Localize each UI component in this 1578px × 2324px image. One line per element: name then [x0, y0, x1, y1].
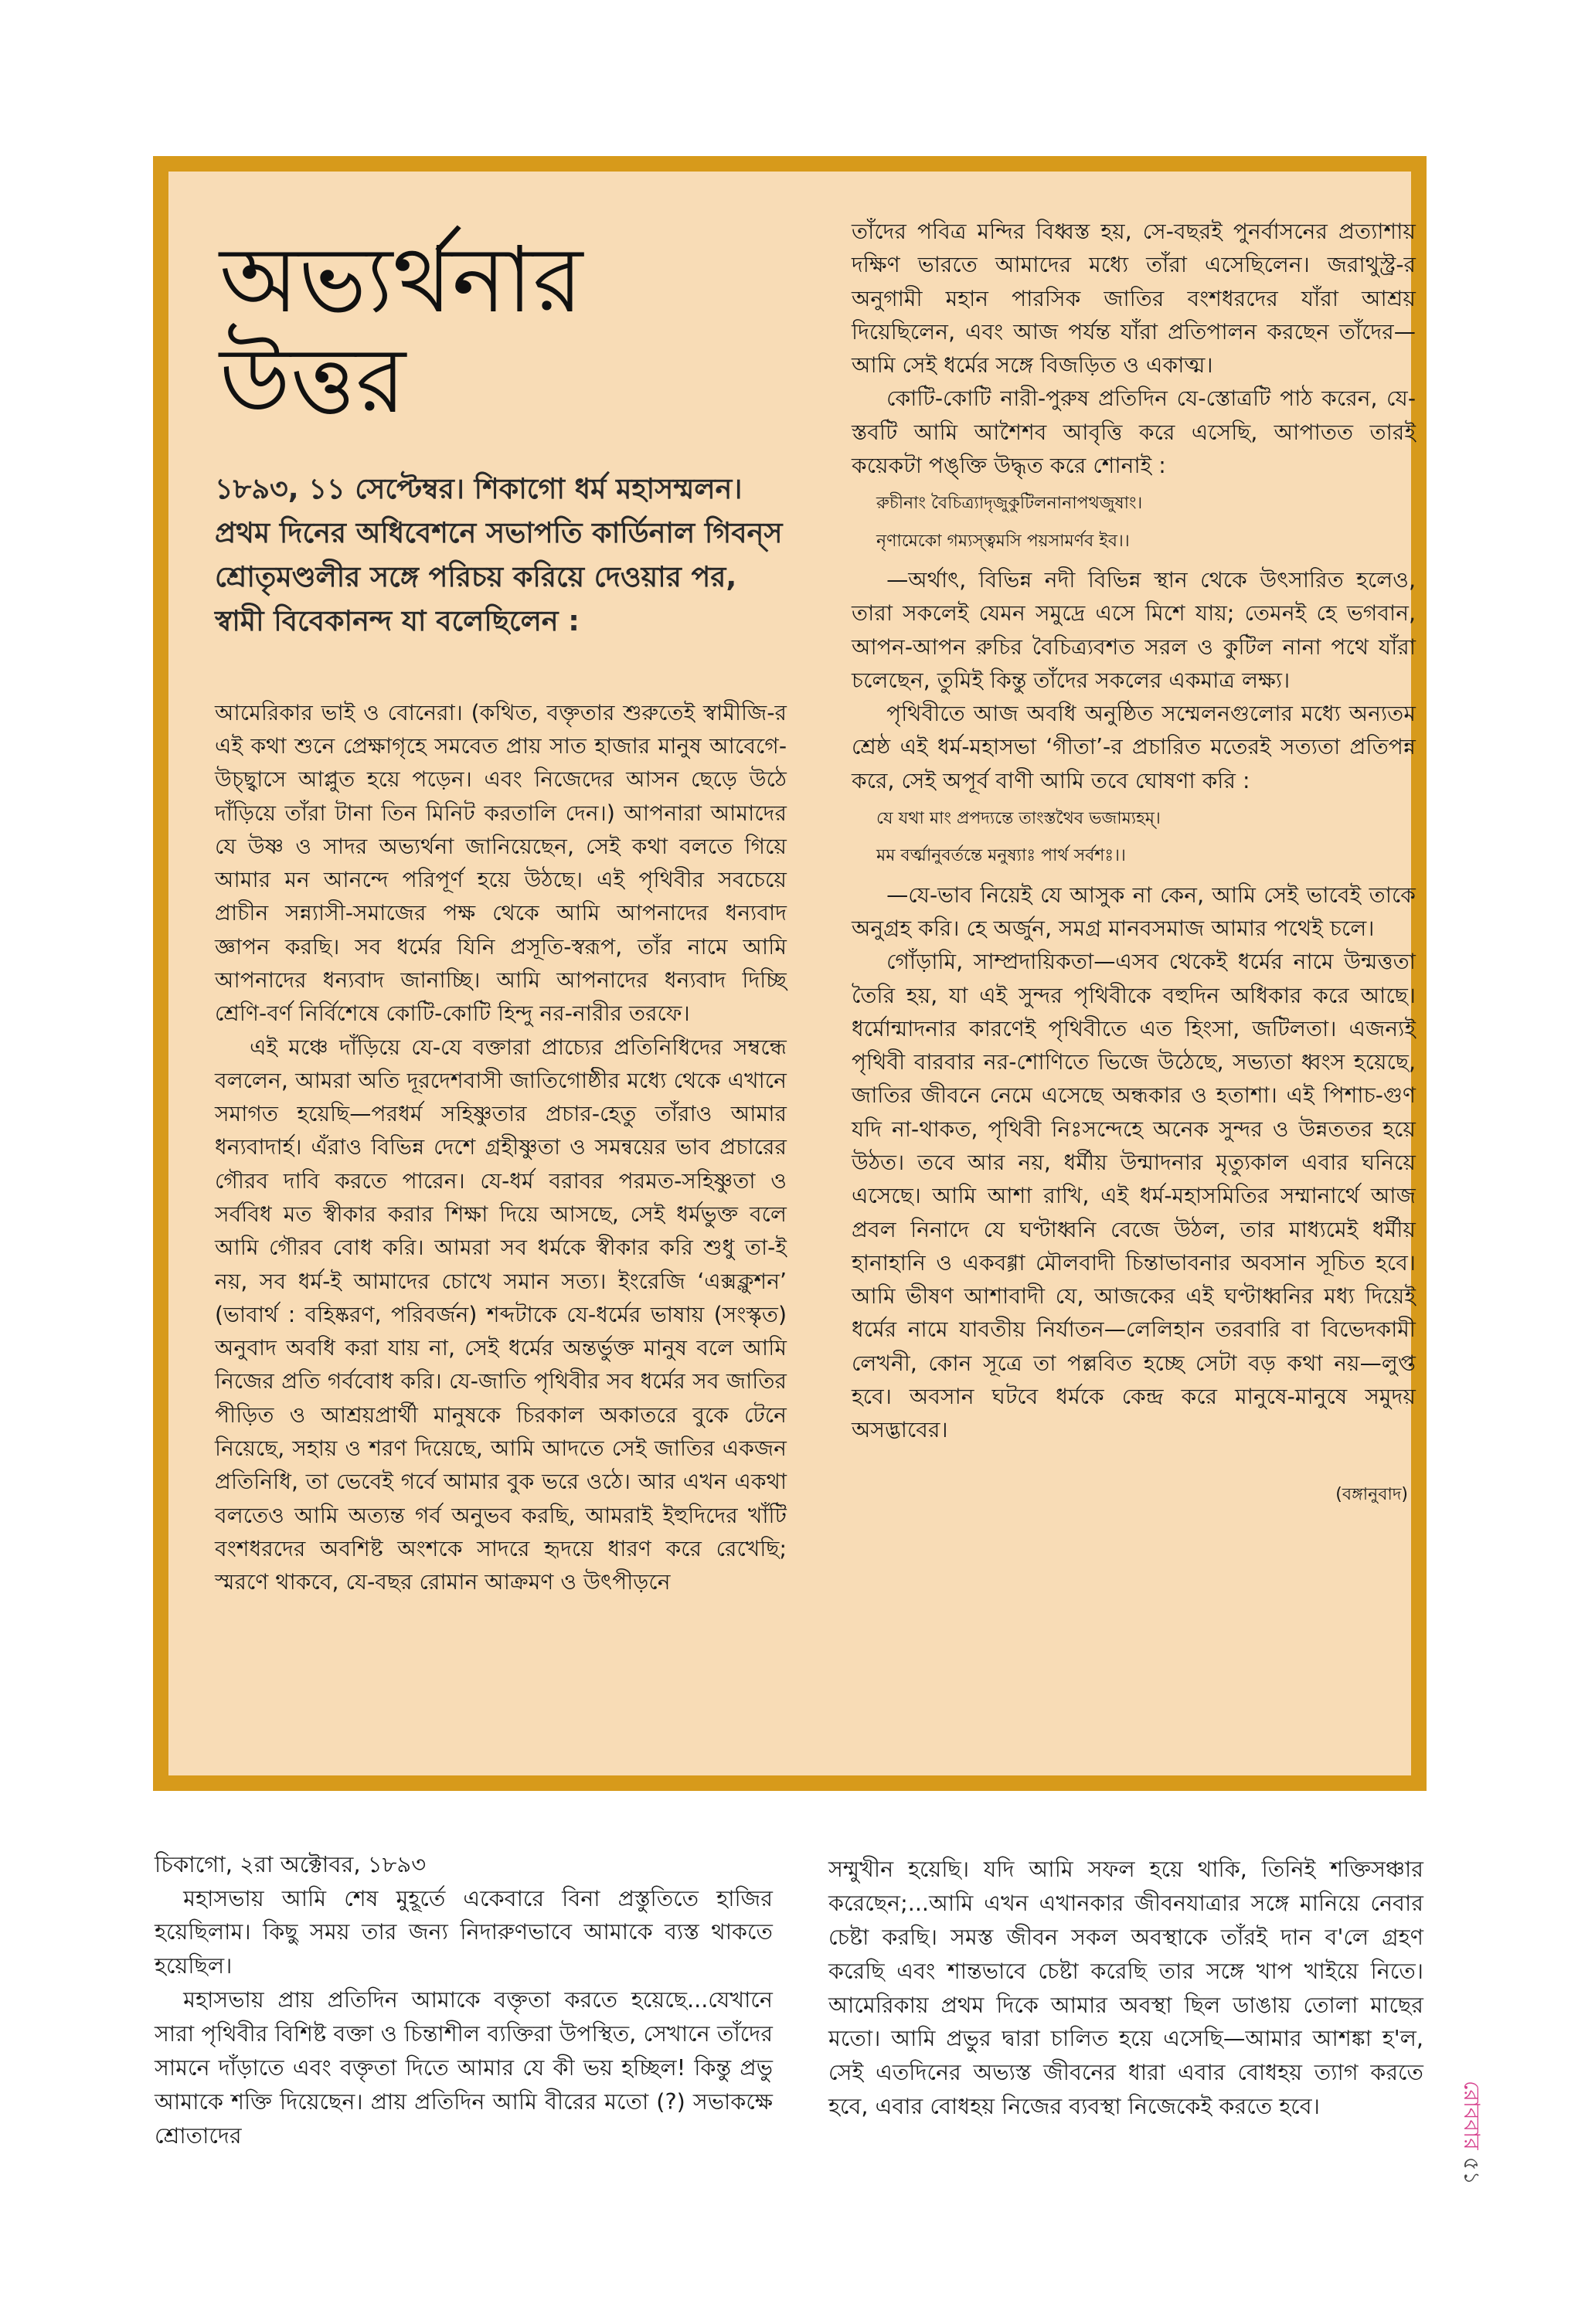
paragraph: গোঁড়ামি, সাম্প্রদায়িকতা—এসব থেকেই ধর্মের নামে উন্মত্ততা তৈরি হয়, যা এই সুন্দর পৃথিবীকে বহুদিন অধিকার করে আছে। ধর্মোন্মাদনার কারণেই পৃথিবীতে এত হিংসা, জটিলতা। এজন্যই পৃথিবী বারবার নর-শোণিতে ভিজে উঠেছে, সভ্যতা ধ্বংস হয়েছে, জাতির জীবনে নেমে এসেছে অন্ধকার ও হতাশা। এই পিশাচ-গুণ যদি না-থাকত, পৃথিবী নিঃসন্দেহে অনেক সুন্দর ও উন্নততর হয়ে উঠত। তবে আর নয়, ধর্মীয় উন্মাদনার মৃত্যুকাল এবার ঘনিয়ে এসেছে। আমি আশা রাখি, এই ধর্ম-মহাসমিতির সম্মানার্থে আজ প্রবল নিনাদে যে ঘণ্টাধ্বনি বেজে উঠল, তার মাধ্যমেই ধর্মীয় হানাহানি ও একবগ্গা মৌলবাদী চিন্তাভাবনার অবসান সূচিত হবে। আমি ভীষণ আশাবাদী যে, আজকের এই ঘণ্টাধ্বনির মধ্য দিয়েই ধর্মের নামে যাবতীয় নির্যাতন—লেলিহান তরবারি বা বিভেদকামী লেখনী, কোন সূত্রে তা পল্লবিত হচ্ছে সেটা বড় কথা নয়—লুপ্ত হবে। অবসান ঘটবে ধর্মকে কেন্দ্র করে মানুষে-মানুষে সমুদয় অসদ্ভাবের। — [852, 949, 1416, 1443]
page-footer — [1447, 2055, 1493, 2210]
paragraph: —যে-ভাব নিয়েই যে আসুক না কেন, আমি সেই ভাবেই তাকে অনুগ্রহ করি। হে অর্জুন, সমগ্র মানবসমাজ আমার পথেই চলে। — [852, 882, 1416, 942]
paragraph: তাঁদের পবিত্র মন্দির বিধ্বস্ত হয়, সে-বছরই পুনর্বাসনের প্রত্যাশায় দক্ষিণ ভারতে আমাদের মধ্যে তাঁরা এসেছিলেন। জরাথুস্ট্র-র অনুগামী মহান পারসিক জাতির বংশধরদের যাঁরা আশ্রয় দিয়েছিলেন, এবং আজ পর্যন্ত যাঁরা প্রতিপালন করছেন তাঁদের—আমি সেই ধর্মের সঙ্গে বিজড়িত ও একাত্ম। — [852, 219, 1416, 379]
letter-right-column — [828, 1853, 1423, 2124]
magazine-name: রোববার — [1458, 2080, 1484, 2150]
article-box — [153, 156, 1427, 1791]
verse-line: নৃণামেকো গম্যস্ত্বমসি পয়সামর্ণব ইব।। — [876, 531, 1130, 551]
paragraph: মহাসভায় আমি শেষ মুহূর্তে একেবারে বিনা প্রস্তুতিতে হাজির হয়েছিলাম। কিছু সময় তার জন্য নিদারুণভাবে আমাকে ব্যস্ত থাকতে হয়েছিল। — [155, 1884, 773, 1979]
paragraph: এই মঞ্চে দাঁড়িয়ে যে-যে বক্তারা প্রাচ্যের প্রতিনিধিদের সম্বন্ধে বললেন, আমরা অতি দূরদেশবাসী জাতিগোষ্ঠীর মধ্যে থেকে এখানে সমাগত হয়েছি—পরধর্ম সহিষ্ণুতার প্রচার-হেতু তাঁরাও আমার ধন্যবাদার্হ। এঁরাও বিভিন্ন দেশে গ্রহীষ্ণুতা ও সমন্বয়ের ভাব প্রচারের গৌরব দাবি করতে পারেন। যে-ধর্ম বরাবর পরমত-সহিষ্ণুতা ও সর্ববিধ মত স্বীকার করার শিক্ষা দিয়ে আসছে, সেই ধর্মভুক্ত বলে আমি গৌরব বোধ করি। আমরা সব ধর্মকে স্বীকার করি শুধু তা-ই নয়, সব ধর্ম-ই আমাদের চোখে সমান সত্য। ইংরেজি ‘এক্সক্লুশন’ (ভাবার্থ : বহিষ্করণ, পরিবর্জন) শব্দটাকে যে-ধর্মের ভাষায় (সংস্কৃত) অনুবাদ অবধি করা যায় না, সেই ধর্মের অন্তর্ভুক্ত মানুষ বলে আমি নিজের প্রতি গর্ববোধ করি। যে-জাতি পৃথিবীর সব ধর্মের সব জাতির পীড়িত ও আশ্রয়প্রার্থী মানুষকে চিরকাল অকাতরে বুকে টেনে নিয়েছে, সহায় ও শরণ দিয়েছে, আমি আদতে সেই জাতির একজন প্রতিনিধি, তা ভেবেই গর্বে আমার বুক ভরে ওঠে। আর এখন একথা বলতেও আমি অত্যন্ত গর্ব অনুভব করছি, আমরাই ইহুদিদের খাঁটি বংশধরদের অবশিষ্ট অংশকে সাদরে হৃদয়ে ধারণ করে রেখেছি; স্মরণে থাকবে, যে-বছর রোমান আক্রমণ ও উৎপীড়নে — [215, 1034, 787, 1595]
paragraph: পৃথিবীতে আজ অবধি অনুষ্ঠিত সম্মেলনগুলোর মধ্যে অন্যতম শ্রেষ্ঠ এই ধর্ম-মহাসভা ‘গীতা’-র প্রচারিত মতেরই সত্যতা প্রতিপন্ন করে, সেই অপূর্ব বাণী আমি তবে ঘোষণা করি : — [852, 701, 1416, 793]
translation-credit: (বঙ্গানুবাদ) — [1335, 1484, 1408, 1504]
article-right-column — [852, 215, 1416, 1510]
verse-line: মম বর্ত্মানুবর্তন্তে মনুষ্যাঃ পার্থ সর্বশঃ।। — [876, 846, 1126, 866]
sanskrit-verse — [876, 485, 1416, 560]
letter-dateline: চিকাগো, ২রা অক্টোবর, ১৮৯৩ — [155, 1851, 427, 1877]
verse-line: রুচীনাং বৈচিত্র্যাদৃজুকুটিলনানাপথজুষাং। — [876, 494, 1143, 514]
paragraph: মহাসভায় প্রায় প্রতিদিন আমাকে বক্তৃতা করতে হয়েছে...যেখানে সারা পৃথিবীর বিশিষ্ট বক্তা ও চিন্তাশীল ব্যক্তিরা উপস্থিত, সেখানে তাঁদের সামনে দাঁড়াতে এবং বক্তৃতা দিতে আমার যে কী ভয় হচ্ছিল! কিন্তু প্রভু আমাকে শক্তি দিয়েছেন। প্রায় প্রতিদিন আমি বীরের মতো (?) সভাকক্ষে শ্রোতাদের — [155, 1986, 773, 2149]
paragraph: কোটি-কোটি নারী-পুরুষ প্রতিদিন যে-স্তোত্রটি পাঠ করেন, যে-স্তবটি আমি আশৈশব আবৃত্তি করে এসেছি, আপাতত তারই কয়েকটা পঙ্‌ক্তি উদ্ধৃত করে শোনাই : — [852, 386, 1416, 478]
paragraph: আমেরিকার ভাই ও বোনেরা। (কথিত, বক্তৃতার শুরুতেই স্বামীজি-র এই কথা শুনে প্রেক্ষাগৃহে সমবেত প্রায় সাত হাজার মানুষ আবেগে-উচ্ছ্বাসে আপ্লুত হয়ে পড়েন। এবং নিজেদের আসন ছেড়ে উঠে দাঁড়িয়ে তাঁরা টানা তিন মিনিট করতালি দেন।) আপনারা আমাদের যে উষ্ণ ও সাদর অভ্যর্থনা জানিয়েছেন, সেই কথা বলতে গিয়ে আমার মন আনন্দে পরিপূর্ণ হয়ে উঠছে। এই পৃথিবীর সবচেয়ে প্রাচীন সন্ন্যাসী-সমাজের পক্ষ থেকে আমি আপনাদের ধন্যবাদ জ্ঞাপন করছি। সব ধর্মের যিনি প্রসূতি-স্বরূপ, তাঁর নামে আমি আপনাদের ধন্যবাদ জানাচ্ছি। আমি আপনাদের ধন্যবাদ দিচ্ছি শ্রেণি-বর্ণ নির্বিশেষে কোটি-কোটি হিন্দু নর-নারীর তরফে। — [215, 699, 787, 1027]
article-intro: ১৮৯৩, ১১ সেপ্টেম্বর। শিকাগো ধর্ম মহাসম্মলন। প্রথম দিনের অধিবেশনে সভাপতি কার্ডিনাল গিবন্‌স শ্রোতৃমণ্ডলীর সঙ্গে পরিচয় করিয়ে দেওয়ার পর, স্বামী বিবেকানন্দ যা বলেছিলেন : — [215, 471, 783, 638]
gita-verse — [876, 800, 1416, 875]
paragraph: —অর্থাৎ, বিভিন্ন নদী বিভিন্ন স্থান থেকে উৎসারিত হলেও, তারা সকলেই যেমন সমুদ্রে এসে মিশে যায়; তেমনই হে ভগবান, আপন-আপন রুচির বৈচিত্র্যবশত সরল ও কুটিল নানা পথে যাঁরা চলেছেন, তুমিই কিন্তু তাঁদের সকলের একমাত্র লক্ষ্য। — [852, 567, 1416, 693]
article-left-column — [215, 218, 787, 1599]
page-number: ৫১ — [1458, 2156, 1484, 2185]
article-body-left — [215, 696, 787, 1599]
paragraph: সম্মুখীন হয়েছি। যদি আমি সফল হয়ে থাকি, তিনিই শক্তিসঞ্চার করেছেন;...আমি এখন এখানকার জীবনযাত্রার সঙ্গে মানিয়ে নেবার চেষ্টা করছি। সমস্ত জীবন সকল অবস্থাকে তাঁরই দান ব'লে গ্রহণ করেছি এবং শান্তভাবে চেষ্টা করেছি তার সঙ্গে খাপ খাইয়ে নিতে। আমেরিকায় প্রথম দিকে আমার অবস্থা ছিল ডাঙায় তোলা মাছের মতো। আমি প্রভুর দ্বারা চালিত হয়ে এসেছি—আমার আশঙ্কা হ'ল, সেই এতদিনের অভ্যস্ত জীবনের ধারা এবার বোধহয় ত্যাগ করতে হবে, এবার বোধহয় নিজের ব্যবস্থা নিজেকেই করতে হবে। — [828, 1856, 1423, 2120]
letter-left-column — [155, 1848, 773, 2153]
article-title: অভ্যর্থনার উত্তর — [219, 226, 583, 433]
verse-line: যে যথা মাং প্রপদ্যন্তে তাংস্তথৈব ভজাম্যহম্। — [876, 809, 1161, 828]
